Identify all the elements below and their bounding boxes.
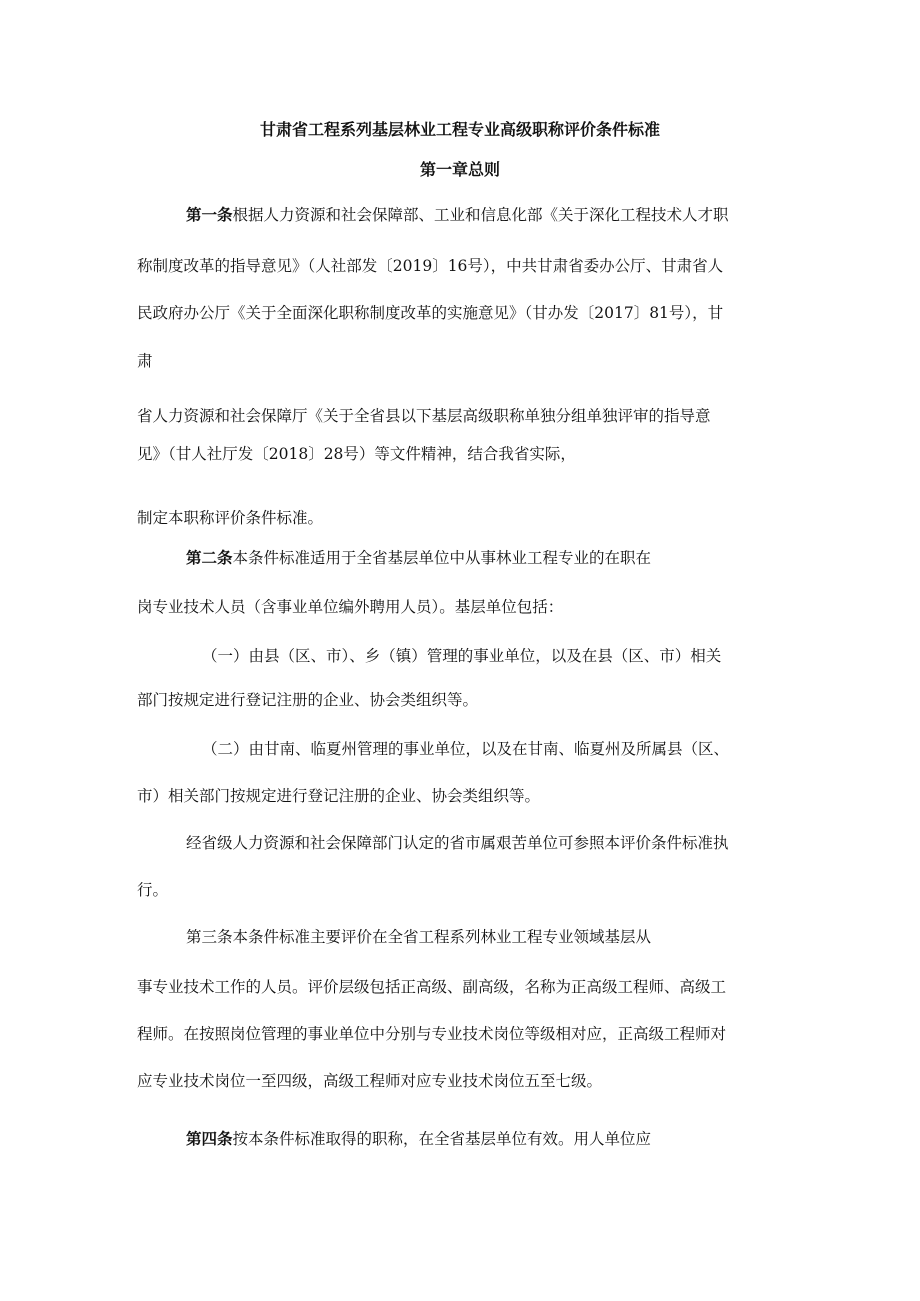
article-2-line-1 <box>186 548 796 568</box>
article-2-text-1: 本条件标准适用于全省基层单位中从事林业工程专业的在职在 <box>232 549 652 567</box>
article-3-line-1: 第三条本条件标准主要评价在全省工程系列林业工程专业领域基层从 <box>186 928 652 946</box>
article-1-line-6: 见》（甘人社厅发〔2018〕28号）等文件精神，结合我省实际， <box>137 445 576 463</box>
article-1-label: 第一条 <box>186 206 233 224</box>
article-2-item-1-line-2: 部门按规定进行登记注册的企业、协会类组织等。 <box>137 691 479 709</box>
article-4-line-1 <box>186 1129 796 1149</box>
article-1-text-1: 根据人力资源和社会保障部、工业和信息化部《关于深化工程技术人才职 <box>232 206 729 224</box>
article-2-line-2: 岗专业技术人员（含事业单位编外聘用人员）。基层单位包括： <box>137 598 564 616</box>
chapter-heading: 第一章总则 <box>419 160 500 179</box>
article-1-line-4: 肃 <box>137 352 153 370</box>
article-1-line-1 <box>186 205 796 225</box>
article-1-line-5: 省人力资源和社会保障厅《关于全省县以下基层高级职称单独分组单独评审的指导意 <box>137 407 711 425</box>
article-2-item-2-line-1: （二）由甘南、临夏州管理的事业单位，以及在甘南、临夏州及所属县（区、 <box>202 740 730 758</box>
article-4-text-1: 按本条件标准取得的职称，在全省基层单位有效。用人单位应 <box>232 1130 652 1148</box>
article-2-para-line-1: 经省级人力资源和社会保障部门认定的省市属艰苦单位可参照本评价条件标准执 <box>186 834 729 852</box>
article-3-line-3: 程师。在按照岗位管理的事业单位中分别与专业技术岗位等级相对应，正高级工程师对 <box>137 1025 727 1043</box>
article-3-line-2: 事专业技术工作的人员。评价层级包括正高级、副高级，名称为正高级工程师、高级工 <box>137 978 727 996</box>
document-title: 甘肃省工程系列基层林业工程专业高级职称评价条件标准 <box>259 120 660 139</box>
article-2-item-1-line-1: （一）由县（区、市）、乡（镇）管理的事业单位，以及在县（区、市）相关 <box>202 647 722 665</box>
article-1-line-2: 称制度改革的指导意见》（人社部发〔2019〕16号），中共甘肃省委办公厅、甘肃省人 <box>137 257 724 275</box>
article-2-para-line-2: 行。 <box>137 881 169 899</box>
article-2-label: 第二条 <box>186 549 233 567</box>
article-2-item-2-line-2: 市）相关部门按规定进行登记注册的企业、协会类组织等。 <box>137 787 541 805</box>
article-4-label: 第四条 <box>186 1130 233 1148</box>
article-3-line-4: 应专业技术岗位一至四级，高级工程师对应专业技术岗位五至七级。 <box>137 1072 603 1090</box>
article-1-line-7: 制定本职称评价条件标准。 <box>137 509 324 527</box>
article-1-line-3: 民政府办公厅《关于全面深化职称制度改革的实施意见》（甘办发〔2017〕81号），甘 <box>137 304 724 322</box>
